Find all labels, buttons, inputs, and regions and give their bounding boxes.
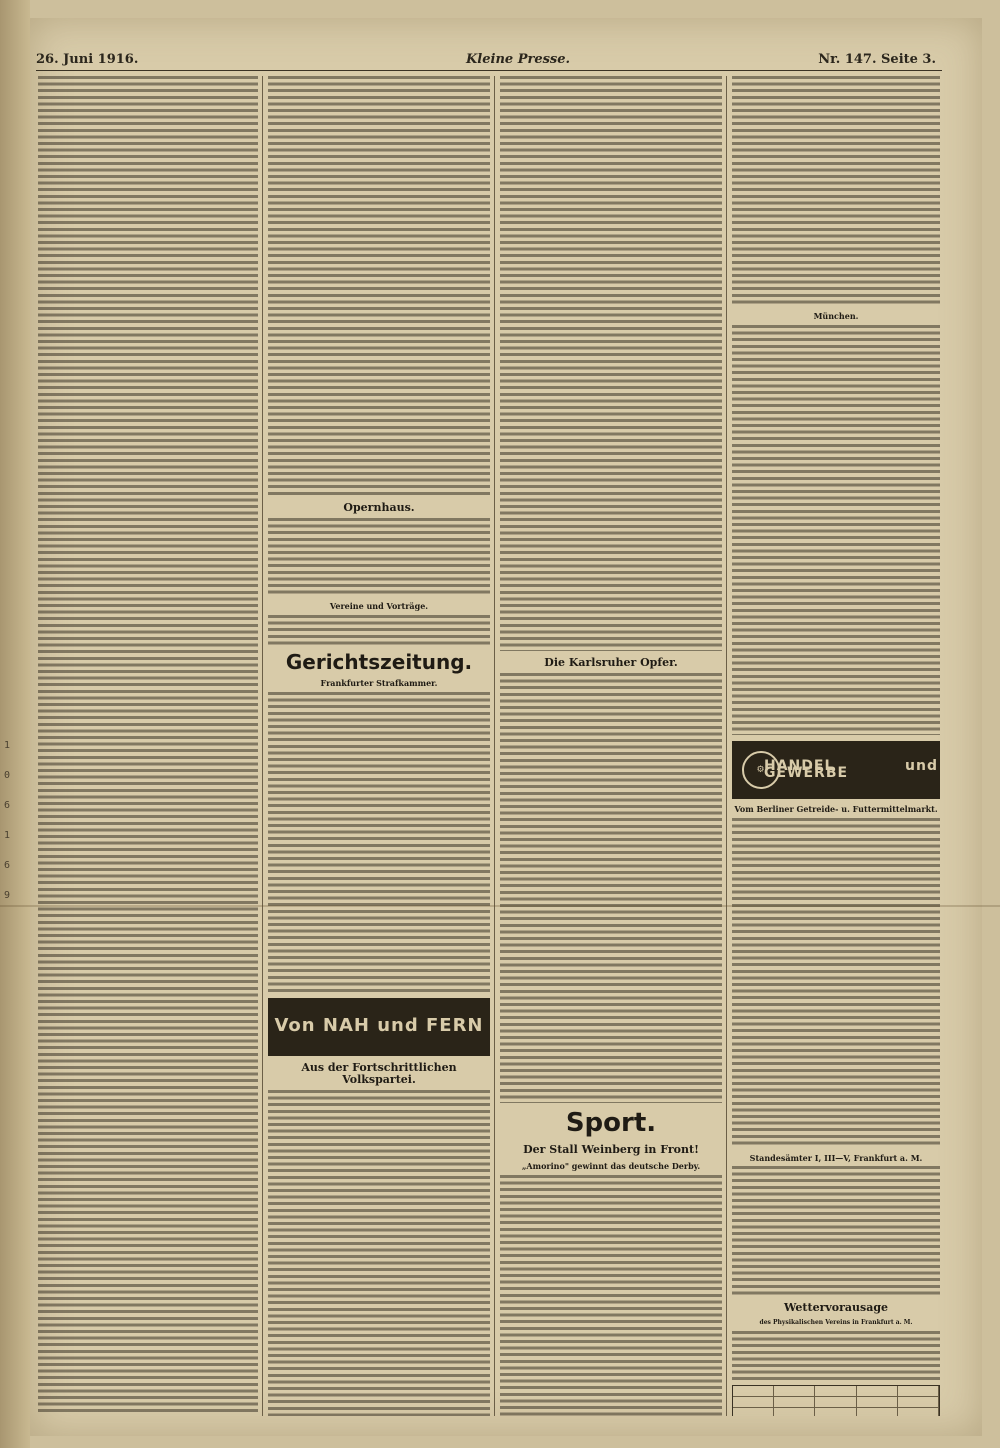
margin-digit: 0 <box>4 770 11 781</box>
section-heading-getreidemarkt: Vom Berliner Getreide- u. Futtermittelmarkt. <box>734 803 938 814</box>
section-heading-opernhaus: Opernhaus. <box>343 501 415 514</box>
section-heading-wettervorausage: Wettervorausage <box>783 1301 889 1315</box>
section-heading-muenchen: München. <box>813 311 859 321</box>
masthead: Kleine Presse. <box>466 52 571 67</box>
margin-digit: 1 <box>4 830 11 841</box>
text-block <box>38 76 258 1416</box>
text-block <box>268 1090 490 1416</box>
subheading-stall-weinberg: Der Stall Weinberg in Front! <box>523 1142 699 1156</box>
text-block <box>732 1166 940 1296</box>
page-margin-strip <box>0 0 30 1448</box>
text-block <box>268 615 490 645</box>
issue-date: 26. Juni 1916. <box>36 52 139 67</box>
section-heading-standesaemter: Standesämter I, III—V, Frankfurt a. M. <box>749 1152 923 1163</box>
column-1 <box>38 76 258 1416</box>
page-fold-crease <box>0 905 1000 907</box>
header-rule <box>36 70 942 71</box>
text-block <box>732 818 940 1148</box>
subheading-strafkammer: Frankfurter Strafkammer. <box>320 677 438 688</box>
margin-digit: 6 <box>4 860 11 871</box>
section-heading-vereine: Vereine und Vorträge. <box>329 601 429 612</box>
column-divider <box>494 76 495 1416</box>
margin-digit: 1 <box>4 740 11 751</box>
margin-digit: 9 <box>4 890 11 901</box>
banner-label: Von NAH und FERN <box>274 1015 484 1037</box>
wheel-emblem-icon: ⚙ <box>742 751 780 789</box>
column-4 <box>732 76 940 1416</box>
column-divider <box>262 76 263 1416</box>
banner-von-nah-und-fern <box>268 998 490 1056</box>
section-heading-fortschritt: Aus der Fortschrittlichen Volkspartei. <box>301 1060 457 1086</box>
column-divider <box>726 76 727 1416</box>
subheading-physikalischer-verein: des Physikalischen Vereins in Frankfurt a. M. <box>759 1319 913 1327</box>
text-block <box>268 518 490 596</box>
banner-handel-und-gewerbe <box>732 741 940 799</box>
text-block <box>500 673 722 1103</box>
text-block <box>732 325 940 735</box>
text-block <box>268 692 490 992</box>
weather-table <box>732 1385 940 1416</box>
banner-label: HANDEL und GEWERBE <box>764 758 938 781</box>
text-block <box>268 76 490 496</box>
text-block <box>500 76 722 651</box>
text-block <box>732 76 940 306</box>
margin-digit: 6 <box>4 800 11 811</box>
column-3 <box>500 76 722 1416</box>
subheading-derby: „Amorino" gewinnt das deutsche Derby. <box>521 1160 701 1171</box>
text-block <box>732 1331 940 1381</box>
section-heading-gerichtszeitung: Gerichtszeitung. <box>285 649 473 674</box>
section-heading-karlsruhe: Die Karlsruher Opfer. <box>544 656 678 669</box>
section-heading-sport: Sport. <box>565 1108 657 1139</box>
text-block <box>500 1175 722 1416</box>
column-2 <box>268 76 490 1416</box>
page-header <box>36 44 936 70</box>
issue-number: Nr. 147. Seite 3. <box>818 52 936 67</box>
